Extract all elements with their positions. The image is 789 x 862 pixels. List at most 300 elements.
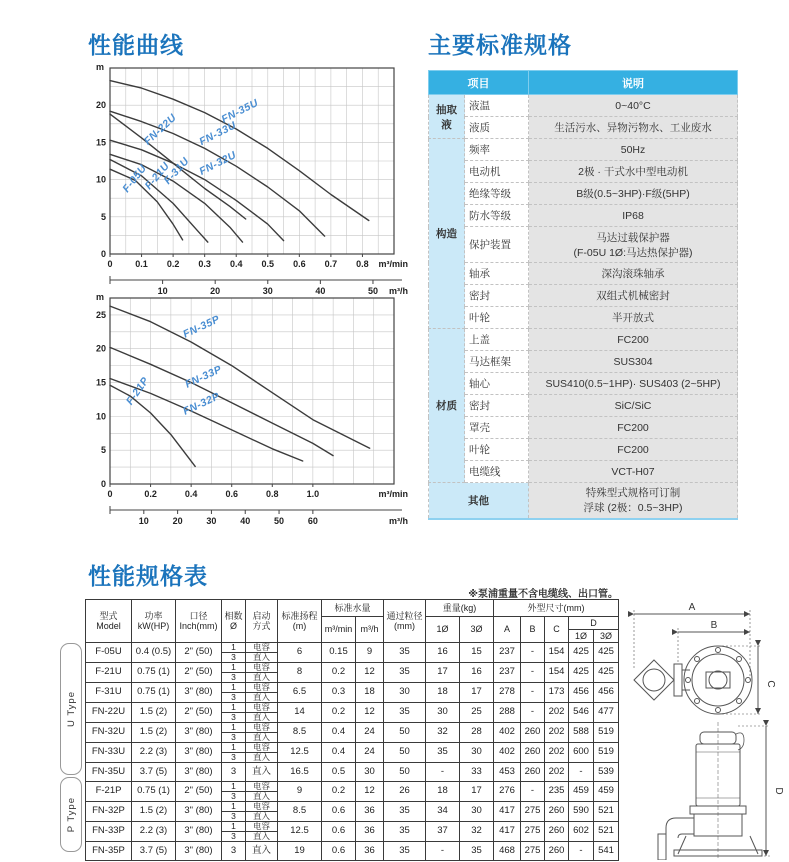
spec-group-label: 其他	[429, 483, 529, 519]
perf-cell-A: 237	[494, 663, 521, 683]
perf-cell-flow_min: 0.2	[322, 703, 356, 723]
perf-cell-power: 1.5 (2)	[132, 703, 176, 723]
perf-cell-D3: 425	[594, 643, 619, 663]
spec-item-label: 马达框架	[465, 351, 529, 373]
col-dim-d-3ph: 3Ø	[594, 630, 619, 643]
spec-item-value: 深沟滚珠轴承	[529, 263, 738, 285]
svg-text:30: 30	[206, 516, 217, 526]
spec-row	[429, 263, 738, 285]
perf-cell-w3: 30	[460, 743, 494, 763]
perf-cell-bore: 3" (80)	[176, 763, 222, 782]
perf-cell-flow_h: 30	[356, 763, 384, 782]
col-dim-c: C	[545, 617, 569, 643]
perf-cell-A: 417	[494, 822, 521, 842]
col-weight: 重量(kg)	[426, 600, 494, 617]
curve-label-fn-33u: FN-33U	[197, 119, 239, 149]
perf-cell-w1: 30	[426, 703, 460, 723]
perf-cell-power: 3.7 (5)	[132, 842, 176, 861]
perf-cell-power: 0.75 (1)	[132, 782, 176, 802]
perf-cell-w3: 17	[460, 782, 494, 802]
spec-item-value: SUS410(0.5~1HP)· SUS403 (2~5HP)	[529, 373, 738, 395]
perf-row-fn-35u	[86, 763, 619, 782]
col-dim-d: D	[569, 617, 619, 630]
perf-cell-C: 235	[545, 782, 569, 802]
perf-cell-w3: 15	[460, 643, 494, 663]
spec-group-label: 抽取液	[429, 95, 465, 139]
spec-header-description: 说明	[529, 71, 738, 95]
curve-fn-33p	[110, 347, 333, 455]
spec-row	[429, 183, 738, 205]
svg-text:50: 50	[367, 286, 378, 296]
perf-cell-particle: 35	[384, 663, 426, 683]
performance-chart-u-type	[84, 60, 410, 296]
perf-cell-w1: -	[426, 842, 460, 861]
perf-cell-start: 电容 直入	[246, 822, 278, 842]
spec-item-value: 2极 · 干式水中型电动机	[529, 161, 738, 183]
spec-group-label: 材质	[429, 329, 465, 483]
perf-cell-A: 288	[494, 703, 521, 723]
svg-text:20: 20	[210, 286, 221, 296]
group-label-p-type: P Type	[65, 796, 77, 833]
svg-text:0.2: 0.2	[166, 259, 180, 269]
perf-cell-B: 275	[521, 802, 545, 822]
perf-cell-w3: 16	[460, 663, 494, 683]
perf-cell-flow_min: 0.5	[322, 763, 356, 782]
perf-cell-particle: 35	[384, 822, 426, 842]
spec-row	[429, 329, 738, 351]
perf-cell-B: -	[521, 703, 545, 723]
perf-cell-start: 电容 直入	[246, 703, 278, 723]
spec-item-value: FC200	[529, 329, 738, 351]
discharge-flange-top-view	[634, 660, 674, 700]
curve-label-fn-22u: FN-22U	[141, 111, 179, 148]
perf-row-fn-33u	[86, 743, 619, 763]
svg-text:20: 20	[95, 100, 106, 111]
perf-cell-w1: -	[426, 763, 460, 782]
perf-cell-flow_h: 36	[356, 842, 384, 861]
perf-cell-model: FN-33P	[86, 822, 132, 842]
col-weight-1ph: 1Ø	[426, 617, 460, 643]
curve-fn-35u	[110, 81, 369, 221]
dim-label-d: D	[773, 787, 784, 795]
col-dim-d-1ph: 1Ø	[569, 630, 594, 643]
perf-cell-phase: 1 3	[222, 802, 246, 822]
perf-cell-start: 电容 直入	[246, 723, 278, 743]
svg-text:m: m	[95, 62, 104, 72]
section-title-standard-specs: 主要标准规格	[428, 32, 572, 58]
spec-row	[429, 461, 738, 483]
svg-text:5: 5	[100, 211, 106, 222]
spec-row	[429, 205, 738, 227]
svg-text:10: 10	[138, 516, 149, 526]
perf-row-fn-22u	[86, 703, 619, 723]
spec-item-value: FC200	[529, 439, 738, 461]
perf-cell-w1: 16	[426, 643, 460, 663]
spec-row	[429, 95, 738, 117]
perf-cell-w1: 37	[426, 822, 460, 842]
col-flow-min: m³/min	[322, 617, 356, 643]
perf-cell-bore: 3" (80)	[176, 743, 222, 763]
perf-cell-particle: 50	[384, 763, 426, 782]
perf-cell-bore: 3" (80)	[176, 842, 222, 861]
perf-cell-particle: 50	[384, 723, 426, 743]
perf-row-fn-32p	[86, 802, 619, 822]
svg-text:m³/h: m³/h	[389, 286, 408, 296]
perf-cell-start: 直入	[246, 842, 278, 861]
spec-item-value: 50Hz	[529, 139, 738, 161]
svg-text:m³/min: m³/min	[378, 489, 408, 499]
perf-cell-flow_h: 36	[356, 822, 384, 842]
perf-cell-flow_min: 0.6	[322, 802, 356, 822]
dim-label-c: C	[765, 680, 776, 688]
perf-cell-head: 12.5	[278, 743, 322, 763]
spec-item-value: 双组式机械密封	[529, 285, 738, 307]
perf-cell-w1: 34	[426, 802, 460, 822]
perf-cell-D3: 539	[594, 763, 619, 782]
perf-row-f-05u	[86, 643, 619, 663]
perf-cell-flow_min: 0.2	[322, 663, 356, 683]
spec-item-label: 轴心	[465, 373, 529, 395]
spec-row	[429, 439, 738, 461]
spec-row	[429, 139, 738, 161]
perf-cell-bore: 2" (50)	[176, 782, 222, 802]
perf-cell-flow_min: 0.2	[322, 782, 356, 802]
perf-cell-D1: 425	[569, 643, 594, 663]
spec-item-label: 防水等级	[465, 205, 529, 227]
svg-text:10: 10	[95, 174, 106, 185]
dim-label-b: B	[710, 620, 718, 631]
spec-row	[429, 285, 738, 307]
svg-text:0.4: 0.4	[229, 259, 243, 269]
spec-item-value: VCT-H07	[529, 461, 738, 483]
col-start: 启动 方式	[246, 600, 278, 643]
perf-cell-phase: 1 3	[222, 683, 246, 703]
perf-cell-model: FN-32U	[86, 723, 132, 743]
perf-cell-power: 0.4 (0.5)	[132, 643, 176, 663]
perf-cell-head: 6	[278, 643, 322, 663]
perf-cell-A: 276	[494, 782, 521, 802]
perf-cell-power: 3.7 (5)	[132, 763, 176, 782]
perf-cell-D3: 519	[594, 743, 619, 763]
perf-cell-B: -	[521, 683, 545, 703]
svg-text:m: m	[95, 292, 104, 302]
spec-item-label: 液温	[465, 95, 529, 117]
perf-cell-head: 19	[278, 842, 322, 861]
perf-cell-A: 417	[494, 802, 521, 822]
spec-row	[429, 395, 738, 417]
perf-cell-D3: 521	[594, 802, 619, 822]
col-flow-h: m³/h	[356, 617, 384, 643]
perf-cell-power: 1.5 (2)	[132, 723, 176, 743]
perf-row-f-21p	[86, 782, 619, 802]
perf-cell-bore: 3" (80)	[176, 822, 222, 842]
perf-cell-w3: 17	[460, 683, 494, 703]
perf-cell-model: F-21U	[86, 663, 132, 683]
spec-row	[429, 307, 738, 329]
perf-row-fn-33p	[86, 822, 619, 842]
spec-row	[429, 373, 738, 395]
perf-cell-C: 173	[545, 683, 569, 703]
svg-text:5: 5	[100, 445, 106, 456]
spec-item-label: 电缆线	[465, 461, 529, 483]
perf-row-fn-32u	[86, 723, 619, 743]
perf-cell-model: FN-35U	[86, 763, 132, 782]
svg-text:60: 60	[307, 516, 318, 526]
perf-cell-start: 电容 直入	[246, 643, 278, 663]
perf-cell-C: 260	[545, 802, 569, 822]
perf-cell-bore: 3" (80)	[176, 683, 222, 703]
spec-item-label: 叶轮	[465, 439, 529, 461]
svg-text:0.3: 0.3	[198, 259, 211, 269]
perf-cell-phase: 1 3	[222, 743, 246, 763]
perf-cell-start: 电容 直入	[246, 782, 278, 802]
perf-cell-bore: 2" (50)	[176, 643, 222, 663]
perf-cell-w1: 18	[426, 782, 460, 802]
spec-item-value: 特殊型式规格可订制 浮球 (2极：0.5~3HP)	[529, 483, 738, 519]
col-head: 标准扬程 (m)	[278, 600, 322, 643]
perf-cell-D1: -	[569, 763, 594, 782]
svg-text:0.4: 0.4	[184, 489, 198, 499]
spec-item-label: 上盖	[465, 329, 529, 351]
col-flow: 标准水量	[322, 600, 384, 617]
curve-label-fn-32u: FN-32U	[197, 149, 239, 178]
curve-fn-35p	[110, 306, 370, 448]
perf-cell-model: F-21P	[86, 782, 132, 802]
spec-item-value: 马达过载保护器 (F-05U 1Ø:马达热保护器)	[529, 227, 738, 263]
perf-cell-B: 260	[521, 723, 545, 743]
spec-row	[429, 161, 738, 183]
perf-cell-flow_h: 24	[356, 723, 384, 743]
spec-item-value: FC200	[529, 417, 738, 439]
svg-text:30: 30	[262, 286, 273, 296]
svg-text:0.6: 0.6	[293, 259, 306, 269]
perf-cell-flow_h: 18	[356, 683, 384, 703]
perf-cell-flow_min: 0.3	[322, 683, 356, 703]
perf-cell-w3: 35	[460, 842, 494, 861]
spec-item-value: B级(0.5~3HP)·F级(5HP)	[529, 183, 738, 205]
perf-cell-D1: 546	[569, 703, 594, 723]
col-power: 功率 kW(HP)	[132, 600, 176, 643]
perf-cell-D3: 541	[594, 842, 619, 861]
pump-drawing-svg	[616, 598, 788, 860]
perf-cell-flow_min: 0.4	[322, 723, 356, 743]
perf-cell-flow_min: 0.15	[322, 643, 356, 663]
perf-cell-flow_min: 0.6	[322, 822, 356, 842]
perf-cell-A: 453	[494, 763, 521, 782]
perf-cell-C: 202	[545, 703, 569, 723]
perf-cell-head: 6.5	[278, 683, 322, 703]
curve-f-21p	[110, 385, 195, 466]
perf-cell-head: 9	[278, 782, 322, 802]
perf-cell-particle: 35	[384, 802, 426, 822]
perf-cell-model: FN-33U	[86, 743, 132, 763]
perf-cell-D1: 588	[569, 723, 594, 743]
perf-cell-model: F-31U	[86, 683, 132, 703]
svg-text:50: 50	[274, 516, 285, 526]
spec-item-value: 生活污水、异物污物水、工业废水	[529, 117, 738, 139]
perf-cell-D1: 590	[569, 802, 594, 822]
perf-cell-model: FN-35P	[86, 842, 132, 861]
spec-row	[429, 351, 738, 373]
svg-text:15: 15	[95, 137, 106, 148]
perf-cell-flow_h: 9	[356, 643, 384, 663]
perf-cell-C: 260	[545, 842, 569, 861]
spec-row	[429, 483, 738, 519]
perf-cell-head: 14	[278, 703, 322, 723]
perf-cell-phase: 1 3	[222, 703, 246, 723]
perf-cell-power: 0.75 (1)	[132, 683, 176, 703]
curve-label-f-31u: F-31U	[161, 155, 192, 187]
spec-item-value: 0~40°C	[529, 95, 738, 117]
perf-cell-C: 154	[545, 643, 569, 663]
spec-item-label: 密封	[465, 285, 529, 307]
perf-cell-phase: 1 3	[222, 663, 246, 683]
perf-cell-power: 0.75 (1)	[132, 663, 176, 683]
perf-cell-B: 275	[521, 842, 545, 861]
curve-label-fn-35u: FN-35U	[219, 96, 261, 126]
spec-item-label: 绝缘等级	[465, 183, 529, 205]
perf-cell-start: 电容 直入	[246, 663, 278, 683]
perf-cell-flow_h: 12	[356, 782, 384, 802]
svg-text:0.1: 0.1	[135, 259, 148, 269]
perf-cell-particle: 35	[384, 643, 426, 663]
col-weight-3ph: 3Ø	[460, 617, 494, 643]
dimension-drawings	[616, 598, 788, 862]
spec-item-label: 叶轮	[465, 307, 529, 329]
perf-cell-A: 402	[494, 743, 521, 763]
perf-cell-bore: 2" (50)	[176, 663, 222, 683]
perf-cell-D3: 519	[594, 723, 619, 743]
col-model: 型式 Model	[86, 600, 132, 643]
svg-text:20: 20	[172, 516, 183, 526]
perf-cell-head: 8	[278, 663, 322, 683]
spec-row	[429, 227, 738, 263]
section-title-performance-curves: 性能曲线	[88, 32, 184, 58]
performance-chart-p-type	[84, 290, 410, 526]
spec-item-value: SiC/SiC	[529, 395, 738, 417]
perf-cell-flow_h: 24	[356, 743, 384, 763]
perf-cell-start: 电容 直入	[246, 802, 278, 822]
col-bore: 口径 Inch(mm)	[176, 600, 222, 643]
col-dims: 外型尺寸(mm)	[494, 600, 619, 617]
perf-cell-phase: 1 3	[222, 643, 246, 663]
svg-text:0: 0	[107, 489, 113, 499]
svg-text:0: 0	[100, 249, 106, 259]
perf-cell-C: 202	[545, 763, 569, 782]
perf-cell-D3: 521	[594, 822, 619, 842]
perf-cell-C: 202	[545, 723, 569, 743]
perf-cell-B: -	[521, 643, 545, 663]
svg-text:0: 0	[100, 479, 106, 489]
group-bracket-p-type	[60, 777, 82, 852]
perf-cell-bore: 3" (80)	[176, 802, 222, 822]
perf-cell-power: 1.5 (2)	[132, 802, 176, 822]
perf-cell-C: 154	[545, 663, 569, 683]
perf-cell-D3: 456	[594, 683, 619, 703]
perf-cell-particle: 26	[384, 782, 426, 802]
perf-cell-start: 电容 直入	[246, 683, 278, 703]
col-phase: 相数 Ø	[222, 600, 246, 643]
perf-cell-A: 468	[494, 842, 521, 861]
perf-cell-B: 275	[521, 822, 545, 842]
svg-text:15: 15	[95, 377, 106, 388]
perf-cell-B: -	[521, 663, 545, 683]
col-dim-b: B	[521, 617, 545, 643]
svg-text:m³/min: m³/min	[378, 259, 408, 269]
perf-cell-head: 8.5	[278, 723, 322, 743]
perf-cell-B: 260	[521, 763, 545, 782]
svg-text:0.8: 0.8	[266, 489, 279, 499]
perf-cell-head: 16.5	[278, 763, 322, 782]
perf-cell-B: -	[521, 782, 545, 802]
perf-cell-D1: 425	[569, 663, 594, 683]
perf-cell-model: FN-22U	[86, 703, 132, 723]
spec-item-label: 罩壳	[465, 417, 529, 439]
perf-cell-B: 260	[521, 743, 545, 763]
svg-text:0.7: 0.7	[324, 259, 338, 269]
perf-cell-A: 278	[494, 683, 521, 703]
perf-cell-start: 电容 直入	[246, 743, 278, 763]
svg-text:0: 0	[107, 259, 113, 269]
perf-cell-particle: 35	[384, 703, 426, 723]
perf-cell-D1: 602	[569, 822, 594, 842]
perf-cell-particle: 35	[384, 842, 426, 861]
spec-item-label: 保护装置	[465, 227, 529, 263]
spec-row	[429, 417, 738, 439]
curve-fn-32u	[110, 140, 284, 240]
perf-cell-flow_min: 0.4	[322, 743, 356, 763]
svg-text:10: 10	[157, 286, 168, 296]
perf-cell-power: 2.2 (3)	[132, 822, 176, 842]
perf-cell-phase: 1 3	[222, 782, 246, 802]
spec-item-label: 轴承	[465, 263, 529, 285]
col-dim-a: A	[494, 617, 521, 643]
svg-text:m³/h: m³/h	[389, 516, 408, 526]
spec-header-item: 项目	[429, 71, 529, 95]
section-title-performance-table: 性能规格表	[88, 563, 208, 589]
perf-cell-w1: 18	[426, 683, 460, 703]
perf-cell-w3: 25	[460, 703, 494, 723]
perf-cell-flow_h: 36	[356, 802, 384, 822]
perf-cell-start: 直入	[246, 763, 278, 782]
perf-cell-C: 260	[545, 822, 569, 842]
perf-cell-phase: 1 3	[222, 723, 246, 743]
perf-cell-D1: 459	[569, 782, 594, 802]
perf-cell-model: F-05U	[86, 643, 132, 663]
performance-spec-table	[85, 599, 619, 861]
curve-label-fn-35p: FN-35P	[181, 313, 222, 341]
perf-cell-C: 202	[545, 743, 569, 763]
perf-cell-model: FN-32P	[86, 802, 132, 822]
perf-cell-w1: 32	[426, 723, 460, 743]
spec-group-label: 构造	[429, 139, 465, 329]
perf-row-fn-35p	[86, 842, 619, 861]
col-particle: 通过粒径 (mm)	[384, 600, 426, 643]
curve-label-f-21u: F-21U	[142, 159, 173, 192]
svg-text:0.6: 0.6	[225, 489, 238, 499]
spec-item-value: IP68	[529, 205, 738, 227]
perf-cell-w3: 28	[460, 723, 494, 743]
group-bracket-u-type	[60, 643, 82, 775]
perf-cell-w3: 30	[460, 802, 494, 822]
perf-cell-phase: 1 3	[222, 822, 246, 842]
svg-text:0.2: 0.2	[144, 489, 157, 499]
perf-cell-A: 402	[494, 723, 521, 743]
standard-spec-table	[428, 70, 738, 520]
perf-cell-A: 237	[494, 643, 521, 663]
perf-cell-flow_h: 12	[356, 663, 384, 683]
perf-cell-D1: -	[569, 842, 594, 861]
